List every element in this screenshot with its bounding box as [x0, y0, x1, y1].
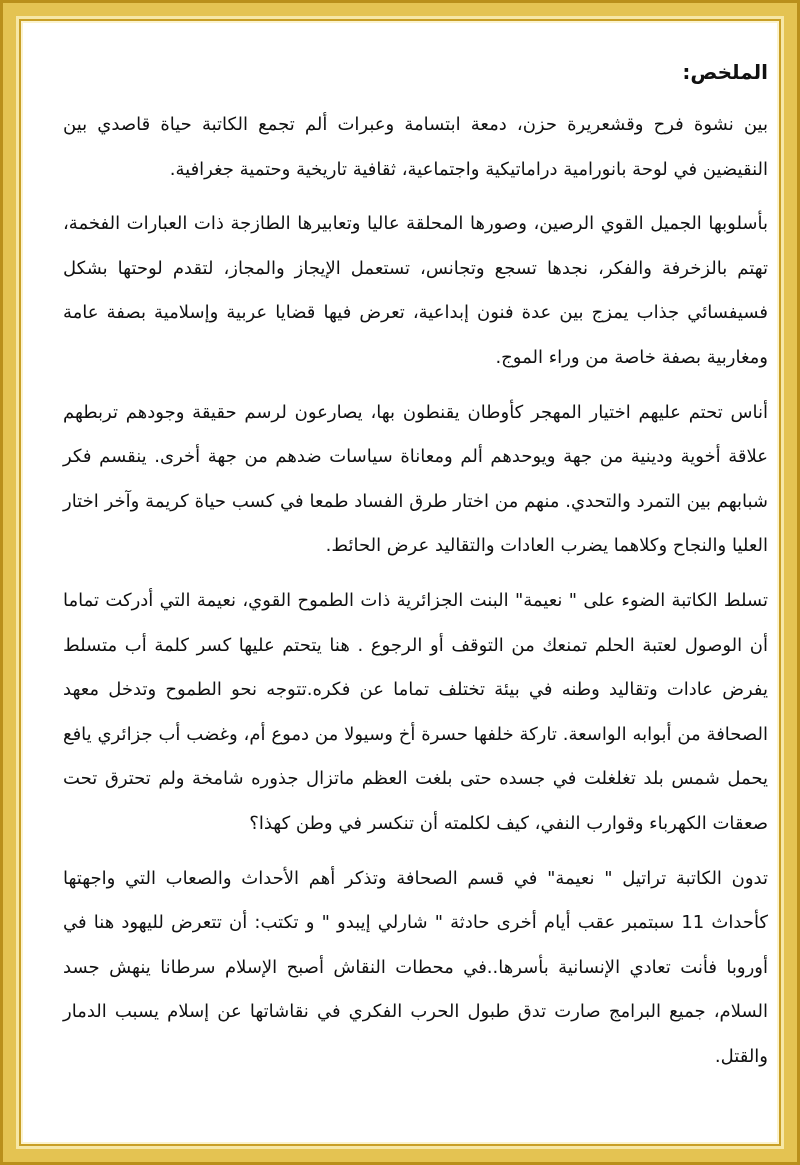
summary-paragraph: أناس تحتم عليهم اختيار المهجر كأوطان يقنطون بها، يصارعون لرسم حقيقة وجودهم تربطهم علاقة أخوية ودينية من جهة ويوحدهم ألم ومعاناة سياسات ضدهم من جهة أخرى. ينقسم فكر شبابهم بين التمرد والتحدي. منهم من اختار طرق الفساد طمعا في كسب حياة كريمة وآخر اختار العليا والنجاح وكلاهما يضرب العادات والتقاليد عرض الحائط. — [63, 401, 768, 557]
summary-document — [63, 51, 768, 1141]
summary-title: الملخص: — [682, 60, 768, 84]
summary-paragraph: بين نشوة فرح وقشعريرة حزن، دمعة ابتسامة وعبرات ألم تجمع الكاتبة حياة قاصدي بين النقيضين في لوحة بانورامية دراماتيكية واجتماعية، ثقافية تاريخية وحتمية جغرافية. — [63, 114, 768, 180]
summary-paragraph: بأسلوبها الجميل القوي الرصين، وصورها المحلقة عاليا وتعابيرها الطازجة ذات العبارات الفخمة، تهتم بالزخرفة والفكر، نجدها تسجع وتجانس، تستعمل الإيجاز والمجاز، لتقدم لوحتها بشكل فسيفسائي جذاب يمزج بين عدة فنون إبداعية، تعرض فيها قضايا عربية وإسلامية بصفة عامة ومغاربية بصفة خاصة من وراء الموج. — [63, 213, 768, 368]
summary-paragraph: تسلط الكاتبة الضوء على " نعيمة" البنت الجزائرية ذات الطموح القوي، نعيمة التي أدركت تماما أن الوصول لعتبة الحلم تمنعك من التوقف أو الرجوع . هنا يتحتم عليها كسر كلمة أب متسلط يفرض عادات وتقاليد وطنه في بيئة تختلف تماما عن فكره.تتوجه نحو الطموح وتدخل معهد الصحافة من أبوابه الواسعة. تاركة خلفها حسرة أخ وسيولا من دموع أم، وغضب أب جزائري يافع يحمل شمس بلد تغلغلت في جسده حتى بلغت العظم ماتزال جذوره شامخة ولم تحترق تحت صعقات الكهرباء وقوارب النفي، كيف لكلمته أن تنكسر في وطن كهذا؟ — [63, 589, 768, 834]
summary-paragraph: تدون الكاتبة تراتيل " نعيمة" في قسم الصحافة وتذكر أهم الأحداث والصعاب التي واجهتها كأحداث 11 سبتمبر عقب أيام أخرى حادثة " شارلي إيبدو " و تكتب: أن تتعرض لليهود هنا في أوروبا فأنت تعادي الإنسانية بأسرها..في محطات النقاش أصبح الإسلام سرطانا ينهش جسد السلام، جميع البرامج صارت تدق طبول الحرب الفكري في نقاشاتها عن إسلام يسبب الدمار والقتل. — [63, 867, 768, 1067]
